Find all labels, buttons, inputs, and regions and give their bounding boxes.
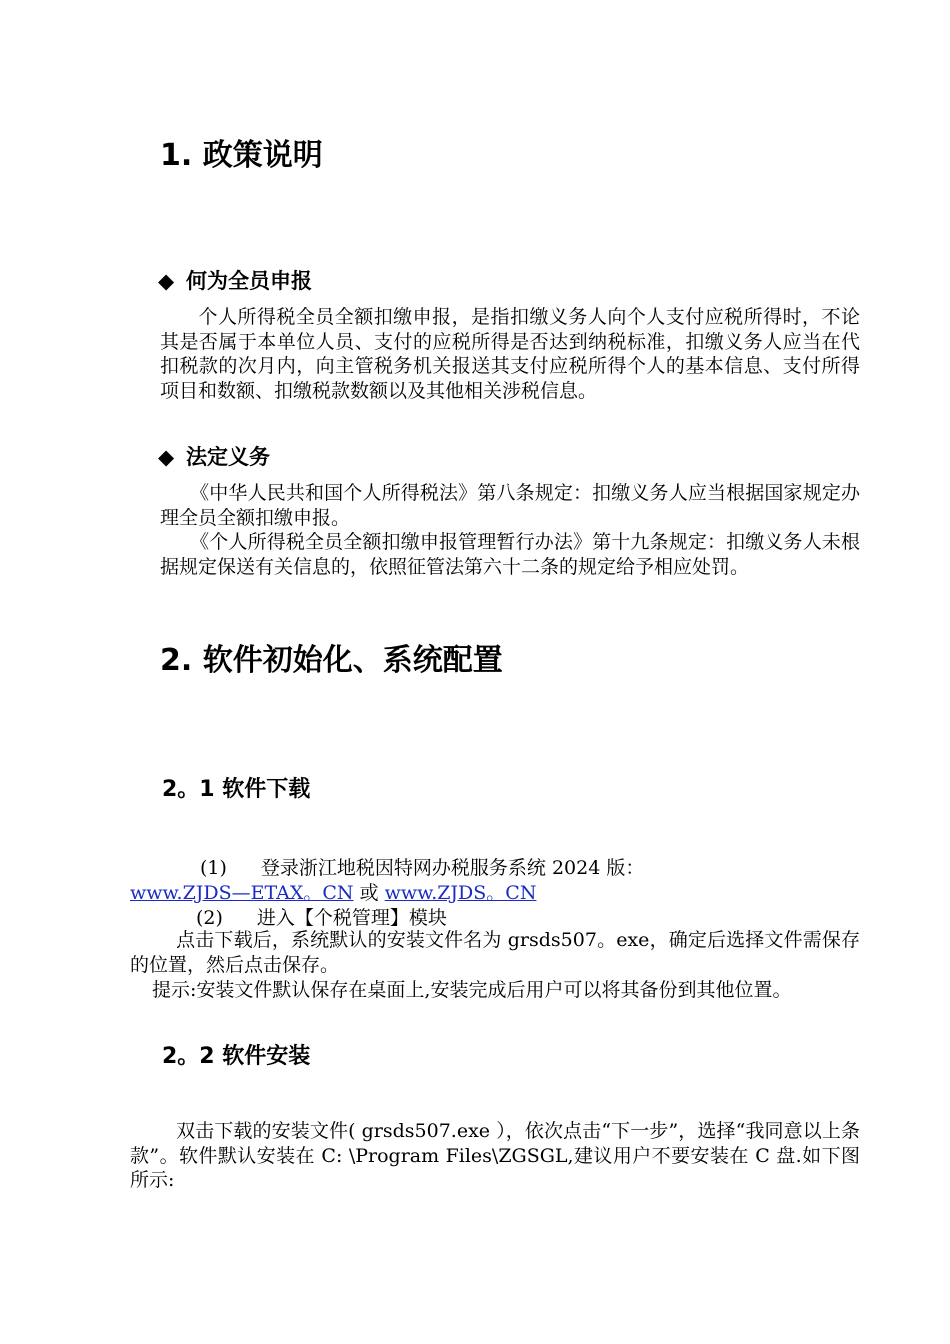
section-2-title: 2. 软件初始化、系统配置 bbox=[160, 643, 503, 678]
paragraph-text: 双击下载的安装文件( grsds507.exe ），依次点击“下一步”，选择“我同意以上条款”。软件默认安装在 C: \Program Files\ZGSGL,建议用户不要安装在 C 盘.如下图所示: bbox=[130, 1120, 860, 1191]
step-text: 进入【个税管理】模块 bbox=[256, 907, 447, 929]
paragraph-text: 个人所得税全员全额扣缴申报，是指扣缴义务人向个人支付应税所得时，不论其是否属于本单位人员、支付的应税所得是否达到纳税标准，扣缴义务人应当在代扣税款的次月内，向主管税务机关报送其支付应税所得个人的基本信息、支付所得项目和数额、扣缴税款数额以及其他相关涉税信息。 bbox=[160, 306, 860, 402]
paragraph-regulation bbox=[160, 530, 860, 579]
step-text: 登录浙江地税因特网办税服务系统 2024 版： bbox=[260, 857, 645, 879]
subheading-text: 法定义务 bbox=[186, 445, 270, 469]
paragraph-install bbox=[130, 1119, 860, 1193]
step-number: (2) bbox=[196, 907, 223, 929]
paragraph-text: 《个人所得税全员全额扣缴申报管理暂行办法》第十九条规定：扣缴义务人未根据规定保送有关信息的，依照征管法第六十二条的规定给予相应处罚。 bbox=[160, 531, 860, 578]
paragraph-text: 提示:安装文件默认保存在桌面上,安装完成后用户可以将其备份到其他位置。 bbox=[152, 979, 792, 1001]
paragraph-text: 点击下载后，系统默认的安装文件名为 grsds507。exe，确定后选择文件需保存的位置，然后点击保存。 bbox=[130, 929, 860, 976]
link-zjds[interactable]: www.ZJDS。CN bbox=[384, 882, 537, 904]
step-1 bbox=[200, 853, 644, 880]
paragraph-tax-law bbox=[160, 481, 860, 530]
subheading-text: 何为全员申报 bbox=[186, 269, 312, 293]
paragraph-download-save bbox=[130, 928, 860, 977]
link-zjds-etax[interactable]: www.ZJDS—ETAX。CN bbox=[130, 882, 354, 904]
step-number: (1) bbox=[200, 857, 227, 879]
section-2-2-title: 2。2 软件安装 bbox=[162, 1044, 311, 1069]
website-links bbox=[130, 878, 536, 905]
subheading-legal-obligation bbox=[158, 441, 270, 471]
subheading-what-is-full-declaration bbox=[158, 265, 312, 295]
section-2-1-title: 2。1 软件下载 bbox=[162, 777, 311, 802]
paragraph-definition bbox=[160, 305, 860, 403]
step-2 bbox=[196, 903, 447, 930]
diamond-bullet-icon: ◆ bbox=[158, 445, 175, 469]
paragraph-tip bbox=[130, 978, 860, 1003]
paragraph-text: 《中华人民共和国个人所得税法》第八条规定：扣缴义务人应当根据国家规定办理全员全额扣缴申报。 bbox=[160, 482, 860, 529]
or-text: 或 bbox=[353, 882, 385, 904]
diamond-bullet-icon: ◆ bbox=[158, 269, 175, 293]
section-1-title: 1. 政策说明 bbox=[160, 138, 323, 173]
